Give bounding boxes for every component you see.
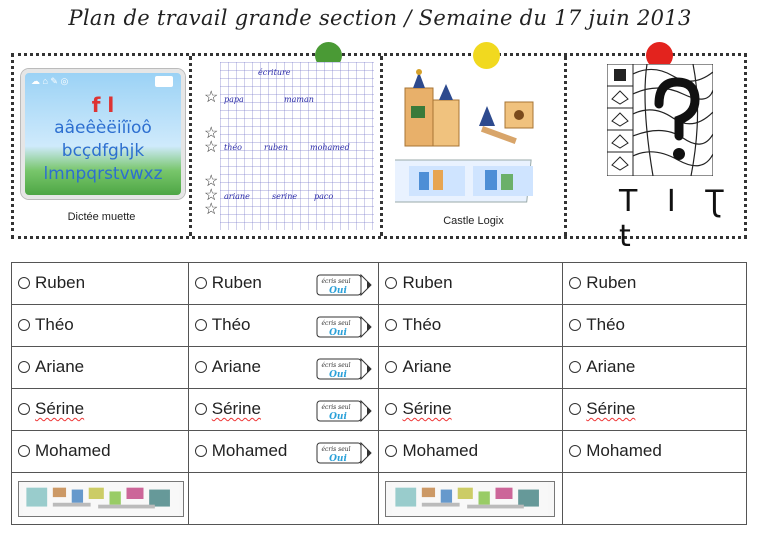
table-row (12, 473, 747, 525)
student-entry[interactable] (569, 441, 662, 461)
radio-circle-icon[interactable] (385, 319, 397, 331)
cursive-word: mohamed (310, 143, 350, 152)
cursive-word: théo (224, 143, 242, 152)
pencil-icon (316, 354, 372, 384)
student-name: Théo (586, 315, 625, 334)
name-cell (379, 347, 563, 389)
difficulty-dot-yellow (473, 42, 500, 69)
name-cell (188, 263, 379, 305)
student-entry[interactable] (195, 399, 261, 419)
coloring-pattern-image (633, 64, 713, 176)
pencil-label-bottom: Oui (329, 370, 348, 380)
name-cell (379, 263, 563, 305)
name-cell (188, 305, 379, 347)
cursive-word: ariane (224, 192, 250, 201)
name-cell (12, 347, 189, 389)
name-cell (563, 305, 747, 347)
radio-circle-icon[interactable] (569, 361, 581, 373)
letter-forms: T I Ʈ t (619, 184, 734, 254)
student-name: Sérine (402, 399, 452, 418)
radio-circle-icon[interactable] (569, 319, 581, 331)
student-name: Ariane (211, 357, 261, 376)
activity-strip (11, 53, 747, 254)
radio-circle-icon[interactable] (18, 403, 30, 415)
radio-circle-icon[interactable] (569, 277, 581, 289)
radio-circle-icon[interactable] (18, 361, 30, 373)
radio-circle-icon[interactable] (195, 403, 207, 415)
student-name: Mohamed (402, 441, 479, 460)
radio-circle-icon[interactable] (18, 277, 30, 289)
castle-game-image (395, 66, 555, 206)
radio-circle-icon[interactable] (569, 403, 581, 415)
pencil-label-top: écris seul (321, 320, 352, 327)
tablet-letters-row3: lmnpqrstvwxz (43, 164, 163, 184)
name-cell (563, 263, 747, 305)
worksheet-thumbnail (18, 481, 184, 517)
pencil-label-top: écris seul (321, 362, 352, 369)
radio-circle-icon[interactable] (385, 445, 397, 457)
student-entry[interactable] (569, 315, 625, 335)
student-name: Ruben (586, 273, 637, 292)
thumbnail-cell (563, 473, 747, 525)
star-icon: ☆ (204, 173, 219, 190)
student-entry[interactable] (385, 357, 451, 377)
pencil-label-bottom: Oui (329, 328, 348, 338)
star-icon: ☆ (204, 201, 219, 218)
radio-circle-icon[interactable] (195, 361, 207, 373)
radio-circle-icon[interactable] (195, 445, 207, 457)
student-entry[interactable] (385, 399, 451, 419)
activity-caption: Castle Logix (443, 215, 504, 227)
student-entry[interactable] (195, 357, 261, 377)
pencil-icon (316, 270, 372, 300)
name-cell (188, 389, 379, 431)
radio-circle-icon[interactable] (385, 277, 397, 289)
student-entry[interactable] (385, 273, 452, 293)
table-row (12, 389, 747, 431)
name-cell (563, 431, 747, 473)
cursive-heading: écriture (258, 68, 291, 77)
name-cell (188, 431, 379, 473)
student-entry[interactable] (18, 273, 85, 293)
student-entry[interactable] (569, 273, 636, 293)
cursive-word: paco (314, 192, 334, 201)
student-name: Ariane (35, 357, 85, 376)
pencil-icon (316, 312, 372, 342)
star-icon: ☆ (204, 139, 219, 156)
pencil-label-top: écris seul (321, 446, 352, 453)
student-entry[interactable] (18, 441, 111, 461)
thumbnail-cell (188, 473, 379, 525)
tablet-image (21, 69, 185, 199)
student-name: Théo (402, 315, 442, 334)
activity-ecriture (189, 56, 380, 236)
star-icon: ☆ (204, 125, 219, 142)
student-entry[interactable] (385, 315, 441, 335)
pencil-label-bottom: Oui (329, 412, 348, 422)
activity-letter-search (564, 56, 747, 254)
tablet-word: f l (91, 93, 115, 117)
thumbnail-cell (379, 473, 563, 525)
cursive-word: ruben (264, 143, 288, 152)
page-title: Plan de travail grande section / Semaine du 17 juin 2013 (68, 6, 692, 30)
radio-circle-icon[interactable] (195, 277, 207, 289)
student-entry[interactable] (385, 441, 478, 461)
radio-circle-icon[interactable] (385, 403, 397, 415)
activity-castle-logix (380, 56, 564, 236)
table-row (12, 305, 747, 347)
pencil-label-bottom: Oui (329, 454, 348, 464)
student-name: Ariane (586, 357, 636, 376)
name-cell (563, 347, 747, 389)
radio-circle-icon[interactable] (18, 319, 30, 331)
table-row (12, 347, 747, 389)
student-name: Sérine (211, 399, 261, 418)
radio-circle-icon[interactable] (195, 319, 207, 331)
radio-circle-icon[interactable] (18, 445, 30, 457)
name-cell (12, 431, 189, 473)
activity-caption: Dictée muette (67, 211, 136, 223)
star-icon: ☆ (204, 187, 219, 204)
name-cell (188, 347, 379, 389)
student-name: Ruben (402, 273, 453, 292)
student-name: Théo (211, 315, 251, 334)
student-name: Ruben (211, 273, 262, 292)
student-entry[interactable] (195, 441, 288, 461)
attendance-table (11, 262, 747, 525)
student-name: Mohamed (586, 441, 662, 460)
thumbnail-cell (12, 473, 189, 525)
pencil-label-top: écris seul (321, 404, 352, 411)
radio-circle-icon[interactable] (385, 361, 397, 373)
name-cell (12, 305, 189, 347)
name-cell (379, 305, 563, 347)
student-name: Mohamed (211, 441, 288, 460)
star-icon: ☆ (204, 89, 219, 106)
name-cell (379, 431, 563, 473)
name-cell (12, 389, 189, 431)
tablet-letters-row2: bcçdfghjk (61, 141, 145, 161)
grid-paper (220, 62, 374, 230)
student-name: Ariane (402, 357, 452, 376)
student-entry[interactable] (569, 357, 635, 377)
pencil-icon (316, 438, 372, 468)
student-entry[interactable] (195, 315, 251, 335)
cursive-word: maman (284, 95, 314, 104)
pencil-label-top: écris seul (321, 278, 352, 285)
shape-legend (607, 64, 633, 176)
name-cell (563, 389, 747, 431)
student-name: Mohamed (35, 441, 111, 460)
pencil-icon (316, 396, 372, 426)
worksheet-thumbnail (385, 481, 555, 517)
student-entry[interactable] (18, 399, 84, 419)
student-entry[interactable] (195, 273, 262, 293)
help-icon (155, 76, 173, 87)
tablet-letters-row1: aâeêèëiîïoô (54, 118, 152, 138)
student-entry[interactable] (18, 315, 74, 335)
app-toolbar-icons: ☁ ⌂ ✎ ◎ (31, 76, 69, 86)
student-entry[interactable] (18, 357, 84, 377)
table-row (12, 263, 747, 305)
student-name: Sérine (586, 399, 636, 418)
activity-dictee-muette (14, 56, 189, 236)
cursive-word: papa (224, 95, 244, 104)
radio-circle-icon[interactable] (569, 445, 581, 457)
student-name: Sérine (35, 399, 85, 418)
cursive-word: serine (272, 192, 298, 201)
student-entry[interactable] (569, 399, 635, 419)
student-name: Théo (35, 315, 74, 334)
table-row (12, 431, 747, 473)
pencil-label-bottom: Oui (329, 286, 348, 296)
student-name: Ruben (35, 273, 86, 292)
name-cell (12, 263, 189, 305)
name-cell (379, 389, 563, 431)
